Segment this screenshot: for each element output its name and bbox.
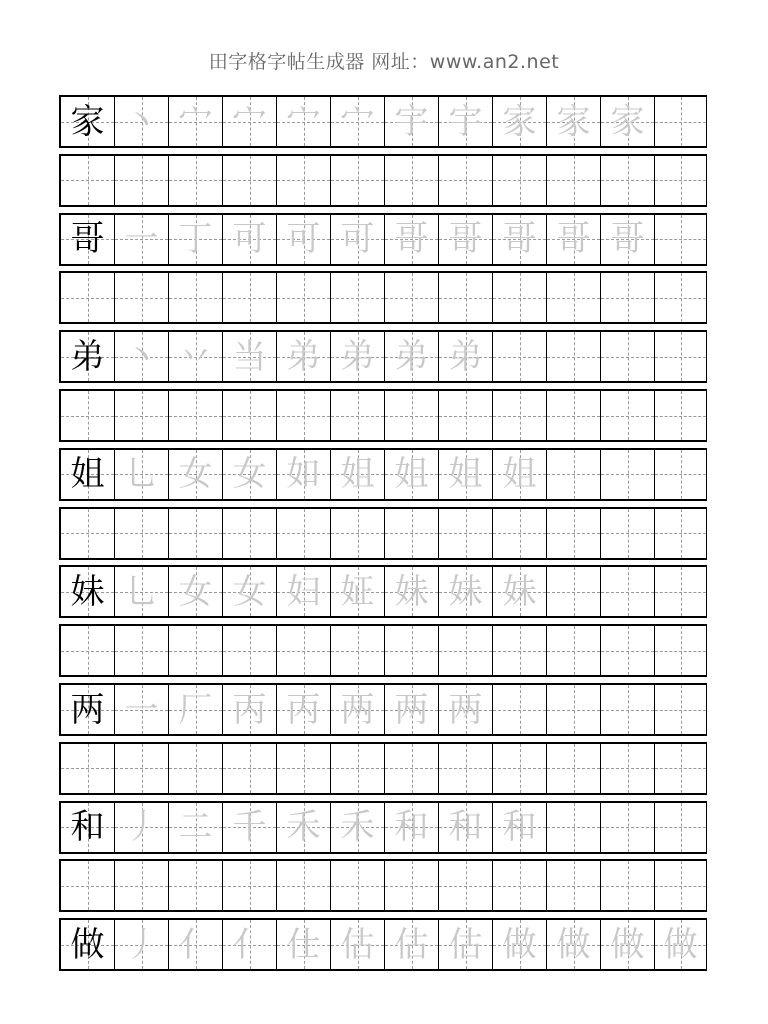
empty-cell [331,391,385,440]
empty-cell [547,803,601,852]
empty-cell [547,156,601,205]
empty-cell [277,744,331,793]
trace-character: 哥 [448,219,483,260]
trace-cell [601,920,655,969]
trace-character: 宀 [178,101,213,142]
trace-cell [385,685,439,734]
empty-cell [385,156,439,205]
trace-cell [493,920,547,969]
empty-cell [493,332,547,381]
empty-cell [223,273,277,322]
empty-cell [655,215,707,264]
empty-cell [655,861,707,910]
empty-cell [331,156,385,205]
empty-cell [601,567,655,616]
trace-cell [223,920,277,969]
empty-cell [601,156,655,205]
model-character: 弟 [70,336,105,377]
empty-cell [61,861,115,910]
empty-cell [655,803,707,852]
trace-character: 禾 [286,807,321,848]
trace-cell [169,685,223,734]
trace-cell [493,97,547,146]
trace-character: 和 [502,807,537,848]
empty-cell [61,273,115,322]
trace-cell [223,450,277,499]
trace-cell [115,920,169,969]
model-character: 家 [70,101,105,142]
empty-cell [493,273,547,322]
trace-cell [331,685,385,734]
trace-cell [547,97,601,146]
empty-cell [169,156,223,205]
empty-cell [493,861,547,910]
trace-character: 女 [178,571,213,612]
empty-cell [493,626,547,675]
trace-character: 做 [556,924,591,965]
empty-cell [223,626,277,675]
empty-cell [331,861,385,910]
trace-cell [331,332,385,381]
trace-character: 宇 [448,101,483,142]
trace-character: 两 [448,689,483,730]
blank-practice-row [59,624,707,677]
model-character-cell [61,803,115,852]
empty-cell [331,744,385,793]
empty-cell [601,861,655,910]
trace-character: 姐 [448,454,483,495]
trace-character: 估 [340,924,375,965]
trace-character: 妹 [448,571,483,612]
empty-cell [601,509,655,558]
empty-cell [547,509,601,558]
empty-cell [493,156,547,205]
model-character: 两 [70,689,105,730]
trace-character: 姐 [394,454,429,495]
empty-cell [61,744,115,793]
model-character-cell [61,332,115,381]
trace-character: 姐 [502,454,537,495]
empty-cell [115,509,169,558]
trace-cell [277,685,331,734]
empty-cell [547,450,601,499]
model-character: 妹 [70,571,105,612]
character-practice-row [59,330,707,383]
empty-cell [169,273,223,322]
trace-cell [277,920,331,969]
trace-character: 家 [556,101,591,142]
empty-cell [655,567,707,616]
empty-cell [439,626,493,675]
empty-cell [547,861,601,910]
character-practice-row [59,448,707,501]
empty-cell [439,273,493,322]
trace-character: 乚 [124,454,159,495]
trace-cell [223,685,277,734]
trace-character: 当 [232,336,267,377]
empty-cell [547,744,601,793]
trace-character: 两 [340,689,375,730]
trace-cell [223,332,277,381]
empty-cell [439,744,493,793]
empty-cell [601,332,655,381]
trace-character: 丁 [178,219,213,260]
empty-cell [223,861,277,910]
empty-cell [655,685,707,734]
trace-character: 亻 [232,924,267,965]
trace-cell [169,450,223,499]
trace-cell [169,215,223,264]
empty-cell [277,156,331,205]
trace-cell [493,215,547,264]
trace-character: 二 [178,807,213,848]
empty-cell [655,332,707,381]
empty-cell [385,509,439,558]
empty-cell [277,861,331,910]
character-practice-row [59,801,707,854]
blank-practice-row [59,742,707,795]
trace-character: 妹 [502,571,537,612]
empty-cell [331,509,385,558]
trace-cell [493,450,547,499]
trace-cell [385,332,439,381]
empty-cell [115,626,169,675]
trace-cell [169,803,223,852]
trace-cell [439,685,493,734]
empty-cell [115,156,169,205]
trace-cell [277,450,331,499]
trace-character: 妇 [286,571,321,612]
trace-character: 宇 [394,101,429,142]
trace-character: 丙 [286,689,321,730]
trace-character: 做 [610,924,645,965]
trace-cell [439,450,493,499]
trace-character: 弟 [286,336,321,377]
empty-cell [61,391,115,440]
empty-cell [331,273,385,322]
empty-cell [223,391,277,440]
empty-cell [547,273,601,322]
trace-character: 哥 [502,219,537,260]
trace-character: 一 [124,219,159,260]
model-character: 做 [70,924,105,965]
empty-cell [493,509,547,558]
trace-character: 女 [232,454,267,495]
empty-cell [655,744,707,793]
empty-cell [601,685,655,734]
trace-character: 丿 [124,924,159,965]
trace-cell [169,920,223,969]
trace-character: 姐 [340,454,375,495]
trace-character: 女 [232,571,267,612]
empty-cell [655,450,707,499]
empty-cell [61,626,115,675]
model-character-cell [61,567,115,616]
trace-cell [331,450,385,499]
trace-character: 一 [124,689,159,730]
trace-character: 宀 [340,101,375,142]
trace-character: 丷 [178,336,213,377]
trace-cell [277,803,331,852]
empty-cell [547,685,601,734]
trace-cell [385,450,439,499]
empty-cell [601,450,655,499]
trace-cell [331,567,385,616]
empty-cell [547,332,601,381]
trace-cell [493,567,547,616]
empty-cell [547,391,601,440]
trace-character: 和 [394,807,429,848]
trace-character: 丙 [232,689,267,730]
empty-cell [169,861,223,910]
trace-cell [331,97,385,146]
trace-cell [547,215,601,264]
trace-character: 宀 [286,101,321,142]
trace-cell [385,567,439,616]
trace-cell [655,920,707,969]
character-practice-row [59,565,707,618]
empty-cell [115,744,169,793]
trace-character: 弟 [448,336,483,377]
blank-practice-row [59,389,707,442]
trace-cell [439,803,493,852]
trace-cell [385,803,439,852]
empty-cell [223,744,277,793]
trace-cell [169,332,223,381]
empty-cell [169,509,223,558]
model-character: 姐 [70,454,105,495]
trace-character: 亻 [178,924,213,965]
trace-cell [439,567,493,616]
trace-character: 估 [394,924,429,965]
model-character-cell [61,97,115,146]
empty-cell [277,391,331,440]
empty-cell [115,273,169,322]
trace-character: 做 [663,924,698,965]
blank-practice-row [59,859,707,912]
empty-cell [385,861,439,910]
empty-cell [601,626,655,675]
trace-cell [223,215,277,264]
trace-cell [115,97,169,146]
empty-cell [331,626,385,675]
empty-cell [385,626,439,675]
trace-character: 厂 [178,689,213,730]
trace-cell [223,567,277,616]
model-character-cell [61,215,115,264]
model-character-cell [61,920,115,969]
empty-cell [115,391,169,440]
empty-cell [655,97,707,146]
empty-cell [547,626,601,675]
empty-cell [655,273,707,322]
trace-character: 可 [232,219,267,260]
trace-character: 女 [178,454,213,495]
empty-cell [223,156,277,205]
blank-practice-row [59,507,707,560]
trace-cell [115,567,169,616]
trace-cell [223,97,277,146]
empty-cell [61,509,115,558]
empty-cell [493,685,547,734]
trace-cell [331,920,385,969]
page-title: 田字格字帖生成器 网址：www.an2.net [208,51,560,73]
trace-cell [331,215,385,264]
model-character: 和 [70,807,105,848]
trace-character: 家 [502,101,537,142]
trace-cell [493,803,547,852]
trace-cell [169,567,223,616]
model-character-cell [61,685,115,734]
empty-cell [655,626,707,675]
empty-cell [601,744,655,793]
trace-cell [601,215,655,264]
trace-character: 如 [286,454,321,495]
empty-cell [439,156,493,205]
trace-character: 估 [448,924,483,965]
trace-character: 姃 [340,571,375,612]
empty-cell [439,861,493,910]
trace-character: 乚 [124,571,159,612]
trace-cell [385,215,439,264]
trace-character: 仕 [286,924,321,965]
trace-cell [277,215,331,264]
trace-cell [547,920,601,969]
empty-cell [601,391,655,440]
trace-cell [277,567,331,616]
trace-cell [277,332,331,381]
empty-cell [169,744,223,793]
empty-cell [169,626,223,675]
blank-practice-row [59,154,707,207]
empty-cell [601,803,655,852]
empty-cell [277,626,331,675]
empty-cell [601,273,655,322]
trace-character: 弟 [340,336,375,377]
trace-character: 做 [502,924,537,965]
empty-cell [115,861,169,910]
trace-character: 可 [340,219,375,260]
character-practice-row [59,683,707,736]
trace-character: 千 [232,807,267,848]
empty-cell [439,509,493,558]
trace-character: 宀 [232,101,267,142]
trace-cell [115,215,169,264]
trace-cell [385,920,439,969]
trace-character: 哥 [556,219,591,260]
trace-character: 哥 [610,219,645,260]
trace-cell [277,97,331,146]
empty-cell [277,509,331,558]
model-character: 哥 [70,219,105,260]
trace-cell [169,97,223,146]
trace-character: 哥 [394,219,429,260]
trace-cell [115,450,169,499]
empty-cell [493,391,547,440]
trace-cell [115,685,169,734]
trace-character: 妹 [394,571,429,612]
empty-cell [655,391,707,440]
trace-cell [115,803,169,852]
empty-cell [385,391,439,440]
trace-cell [439,332,493,381]
trace-cell [385,97,439,146]
empty-cell [223,509,277,558]
trace-cell [439,97,493,146]
empty-cell [61,156,115,205]
empty-cell [439,391,493,440]
empty-cell [385,273,439,322]
trace-cell [115,332,169,381]
empty-cell [655,156,707,205]
trace-cell [601,97,655,146]
trace-character: 禾 [340,807,375,848]
blank-practice-row [59,271,707,324]
empty-cell [547,567,601,616]
empty-cell [385,744,439,793]
trace-cell [223,803,277,852]
model-character-cell [61,450,115,499]
trace-cell [439,215,493,264]
empty-cell [169,391,223,440]
character-practice-row [59,213,707,266]
trace-character: 丿 [124,807,159,848]
empty-cell [655,509,707,558]
trace-cell [331,803,385,852]
character-practice-row [59,95,707,148]
empty-cell [493,744,547,793]
character-practice-row [59,918,707,971]
trace-character: 丶 [124,101,159,142]
trace-character: 丶 [124,336,159,377]
trace-character: 可 [286,219,321,260]
trace-character: 和 [448,807,483,848]
empty-cell [277,273,331,322]
trace-cell [439,920,493,969]
trace-character: 两 [394,689,429,730]
trace-character: 家 [610,101,645,142]
trace-character: 弟 [394,336,429,377]
